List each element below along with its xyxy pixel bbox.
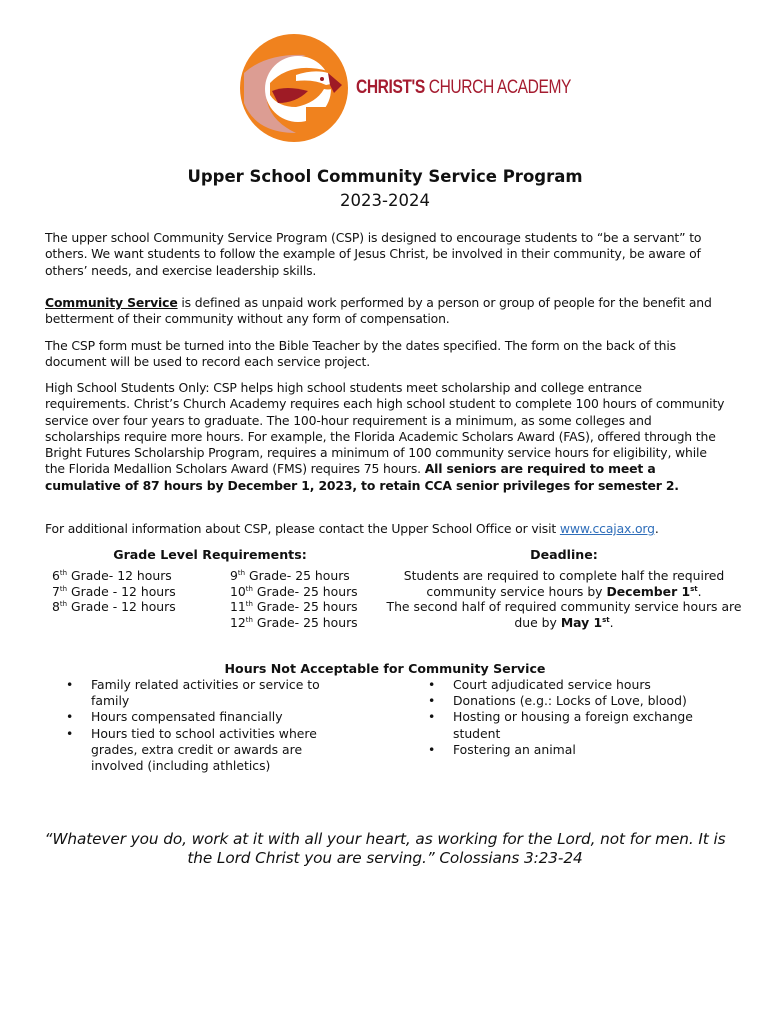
not-acceptable-heading: Hours Not Acceptable for Community Service — [224, 661, 546, 676]
not-acceptable-list-right — [428, 677, 718, 758]
grade-requirement-item: 8th Grade - 12 hours — [52, 599, 176, 614]
deadline-text: Students are required to complete half the required community service hours by December 1st. The second half of required community service hours are due by May 1st. — [386, 568, 742, 630]
first-deadline-date: December 1st — [606, 583, 698, 599]
school-year: 2023-2024 — [340, 191, 430, 210]
definition-paragraph: Community Service is defined as unpaid work performed by a person or group of people for the benefit and betterment of their community without any form of compensation. — [45, 295, 712, 327]
grade-requirement-item: 10th Grade- 25 hours — [230, 583, 358, 599]
not-acceptable-list-left — [66, 677, 346, 774]
grade-requirements-heading: Grade Level Requirements: — [113, 547, 307, 562]
contact-paragraph: For additional information about CSP, please contact the Upper School Office or visit www.ccajax.org. — [45, 521, 659, 536]
grade-requirement-item: 9th Grade- 25 hours — [230, 568, 350, 583]
eagle-logo-icon — [236, 33, 354, 143]
list-item: • Hosting or housing a foreign exchange student — [428, 709, 718, 741]
school-logo — [236, 33, 572, 143]
second-deadline-date: May 1st — [560, 614, 610, 630]
grade-requirement-item: 12th Grade- 25 hours — [230, 614, 358, 630]
school-name-wordmark: CHRIST'S CHURCH ACADEMY — [356, 77, 572, 98]
website-link[interactable]: www.ccajax.org — [559, 521, 655, 536]
grade-requirement-item: 11th Grade- 25 hours — [230, 599, 358, 614]
list-item: • Family related activities or service to family — [66, 677, 346, 709]
definition-term: Community Service — [45, 295, 178, 310]
grade-requirement-item: 6th Grade- 12 hours — [52, 568, 172, 583]
page-title: Upper School Community Service Program — [187, 167, 583, 186]
grade-requirement-item: 7th Grade - 12 hours — [52, 583, 176, 599]
middle-school-requirements — [52, 568, 176, 615]
list-item: • Fostering an animal — [428, 742, 718, 758]
intro-paragraph: The upper school Community Service Program (CSP) is designed to encourage students to “be a servant” to others. We want students to follow the example of Jesus Christ, be involved in their community, be aware of others’ needs, and exercise leadership skills. — [45, 230, 702, 278]
deadline-heading: Deadline: — [530, 547, 598, 562]
scripture-quote: “Whatever you do, work at it with all your heart, as working for the Lord, not for men. It is the Lord Christ you are serving.” Colossians 3:23-24 — [44, 830, 726, 867]
form-note-paragraph: The CSP form must be turned into the Bible Teacher by the dates specified. The form on the back of this document will be used to record each service project. — [45, 338, 676, 370]
list-item: • Donations (e.g.: Locks of Love, blood) — [428, 693, 718, 709]
senior-requirement-notice: All seniors are required to meet a cumulative of 87 hours by December 1, 2023, to retain CCA senior privileges for semester 2. — [45, 461, 679, 493]
list-item: • Court adjudicated service hours — [428, 677, 718, 693]
high-school-requirements — [230, 568, 358, 630]
list-item: • Hours compensated financially — [66, 709, 346, 725]
high-school-paragraph: High School Students Only: CSP helps high school students meet scholarship and college entrance requirements. Christ’s Church Academy requires each high school student to complete 100 hours of community service over four years to graduate. The 100-hour requirement is a minimum, as some colleges and scholarships require more hours. For example, the Florida Academic Scholars Award (FAS), offered through the Bright Futures Scholarship Program, requires a minimum of 100 community service hours for eligibility, while the Florida Medallion Scholars Award (FMS) requires 75 hours. All seniors are required to meet a cumulative of 87 hours by December 1, 2023, to retain CCA senior privileges for semester 2. — [45, 380, 725, 493]
list-item: • Hours tied to school activities where grades, extra credit or awards are involved (including athletics) — [66, 726, 346, 775]
